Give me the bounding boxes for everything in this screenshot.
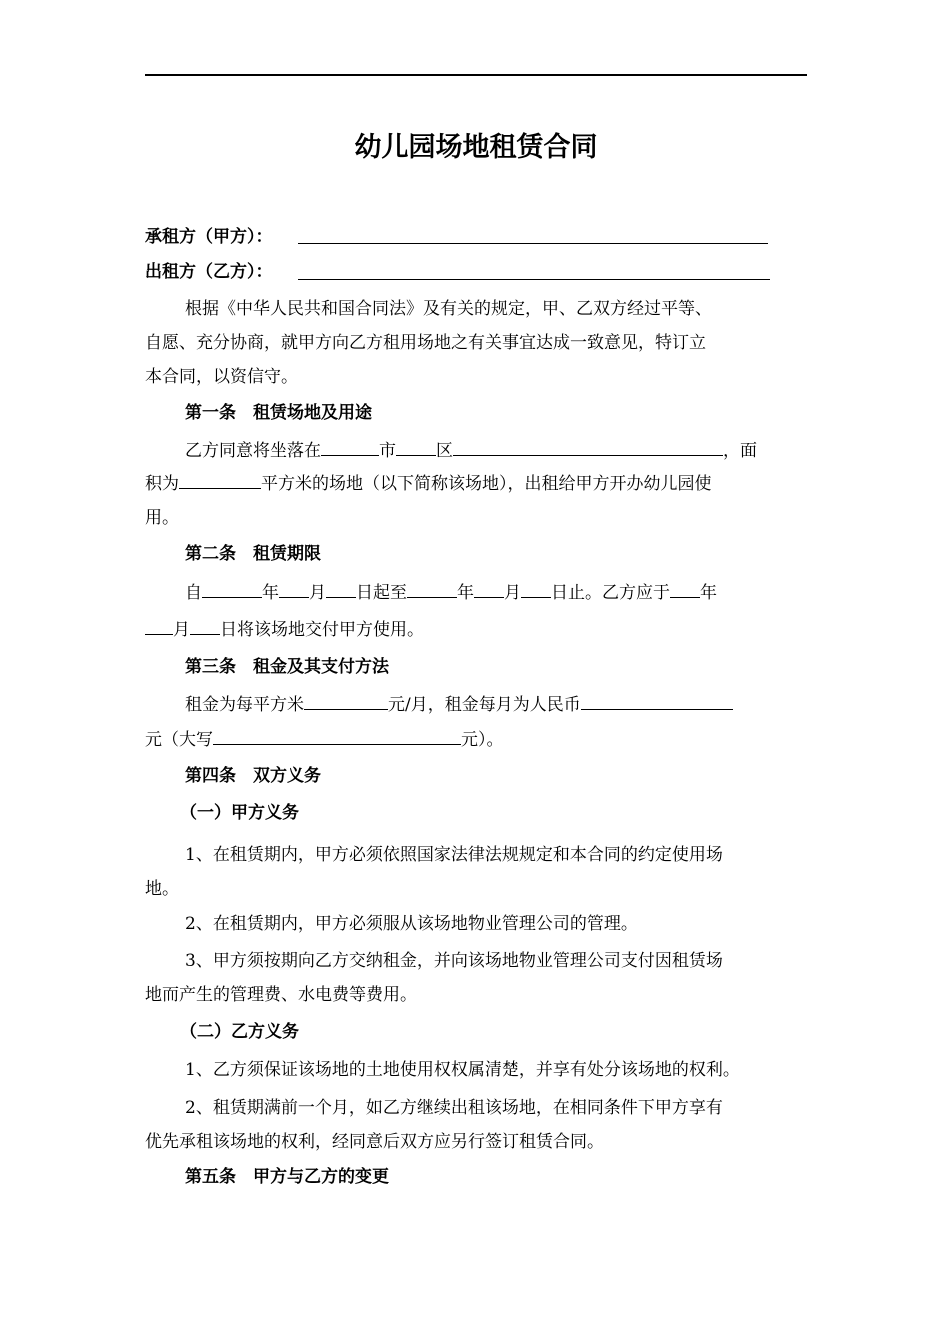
article-1-paragraph: 乙方同意将坐落在 市 区 ，面	[185, 434, 865, 468]
intro-line: 本合同，以资信守。	[145, 367, 298, 387]
article-1-paragraph: 积为 平方米的场地（以下简称该场地），出租给甲方开办幼儿园使	[145, 467, 825, 501]
duty-item: 3、甲方须按期向乙方交纳租金，并向该场地物业管理公司支付因租赁场	[185, 951, 723, 971]
area-blank	[179, 470, 261, 489]
address-blank	[453, 437, 723, 456]
party-b-label: 出租方（乙方）：	[145, 262, 273, 282]
city-blank	[321, 437, 379, 456]
party-b-blank	[298, 279, 770, 280]
intro-line: 自愿、充分协商，就甲方向乙方租用场地之有关事宜达成一致意见，特订立	[145, 333, 706, 353]
end-month-blank	[474, 579, 504, 598]
article-5-heading: 第五条 甲方与乙方的变更	[185, 1167, 389, 1187]
delivery-month-blank	[145, 616, 173, 635]
end-day-blank	[521, 579, 551, 598]
article-3-heading: 第三条 租金及其支付方法	[185, 657, 389, 677]
party-b-duties-heading: （二）乙方义务	[180, 1022, 299, 1042]
article-1-paragraph: 用。	[145, 508, 179, 528]
document-title: 幼儿园场地租赁合同	[354, 132, 598, 163]
intro-line: 根据《中华人民共和国合同法》及有关的规定，甲、乙双方经过平等、	[185, 299, 712, 319]
article-4-heading: 第四条 双方义务	[185, 766, 321, 786]
article-2-heading: 第二条 租赁期限	[185, 544, 321, 564]
district-blank	[396, 437, 436, 456]
party-a-label: 承租方（甲方）：	[145, 227, 273, 247]
article-2-paragraph: 月 日将该场地交付甲方使用。	[145, 613, 825, 647]
start-month-blank	[279, 579, 309, 598]
end-year-blank	[407, 579, 457, 598]
rent-per-sqm-blank	[304, 691, 388, 710]
duty-item: 地而产生的管理费、水电费等费用。	[145, 985, 417, 1005]
duty-item: 优先承租该场地的权利，经同意后双方应另行签订租赁合同。	[145, 1132, 604, 1152]
delivery-day-blank	[190, 616, 220, 635]
article-3-paragraph: 元（大写 元）。	[145, 723, 825, 757]
duty-item: 2、在租赁期内，甲方必须服从该场地物业管理公司的管理。	[185, 914, 638, 934]
article-2-paragraph: 自 年 月 日起至 年 月 日止。乙方应于 年	[185, 576, 865, 610]
header-rule	[145, 74, 807, 76]
article-1-heading: 第一条 租赁场地及用途	[185, 403, 372, 423]
start-day-blank	[326, 579, 356, 598]
duty-item: 2、租赁期满前一个月，如乙方继续出租该场地，在相同条件下甲方享有	[185, 1098, 723, 1118]
article-3-paragraph: 租金为每平方米 元/月，租金每月为人民币	[185, 688, 865, 722]
monthly-rent-blank	[581, 691, 733, 710]
duty-item: 1、乙方须保证该场地的土地使用权权属清楚，并享有处分该场地的权利。	[185, 1060, 740, 1080]
party-a-duties-heading: （一）甲方义务	[180, 803, 299, 823]
delivery-year-blank	[670, 579, 700, 598]
rent-in-words-blank	[213, 726, 461, 745]
start-year-blank	[202, 579, 262, 598]
duty-item: 地。	[145, 879, 179, 899]
party-a-blank	[298, 243, 768, 244]
duty-item: 1、在租赁期内，甲方必须依照国家法律法规规定和本合同的约定使用场	[185, 845, 723, 865]
